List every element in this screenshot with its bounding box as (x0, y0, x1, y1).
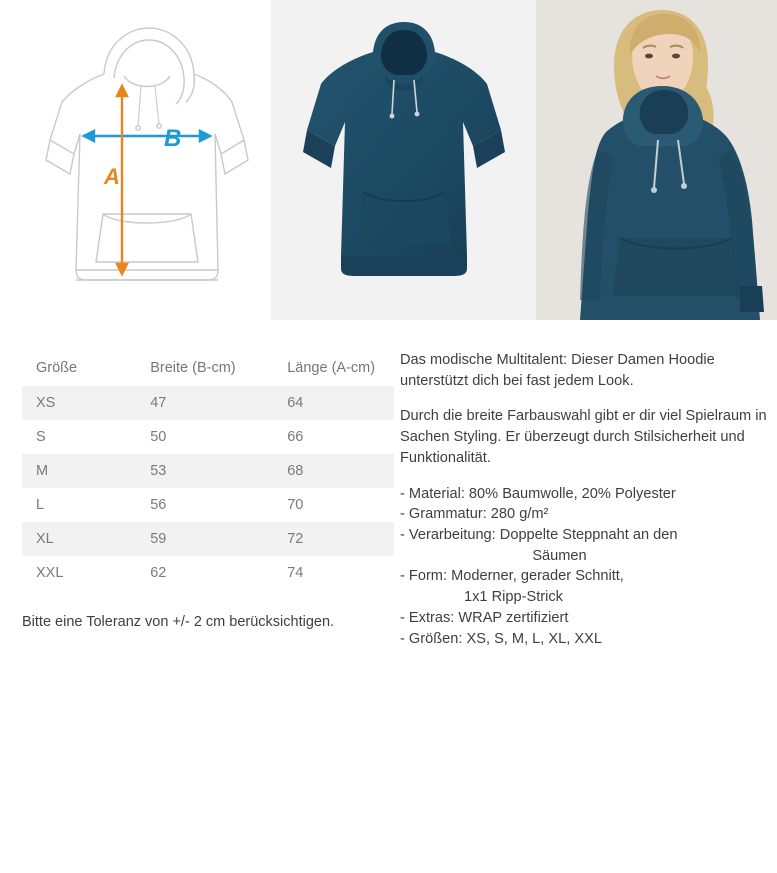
cell-width: 56 (150, 497, 167, 513)
cell-length: 64 (273, 386, 394, 420)
table-row (22, 522, 394, 556)
cell-size: XXL (36, 565, 64, 581)
cell-size: XL (22, 522, 136, 556)
product-flat-image (271, 0, 536, 320)
product-image-strip (0, 0, 777, 320)
cell-length: 74 (287, 565, 304, 581)
cell-size: L (36, 497, 45, 513)
cell-size: M (22, 454, 136, 488)
length-label-A: A (104, 164, 120, 189)
product-model-image (536, 0, 777, 320)
spec-material: - Material: 80% Baumwolle, 20% Polyester (400, 485, 676, 502)
spec-form-cont: 1x1 Ripp-Strick (464, 589, 563, 606)
table-row (22, 556, 394, 590)
description-paragraph-1: Das modische Multitalent: Dieser Damen Hoodie unterstützt dich bei fast jedem Look. (400, 352, 715, 389)
size-chart-column (0, 320, 400, 649)
cell-width: 53 (136, 454, 273, 488)
cell-width: 47 (136, 386, 273, 420)
cell-length: 70 (287, 497, 304, 513)
description-column (400, 320, 777, 649)
description-paragraph-2: Durch die breite Farbauswahl gibt er dir viel Spielraum in Sachen Styling. Er überzeugt durch Stilsicherheit und Funktionalität. (400, 408, 767, 466)
column-header-size: Größe (22, 350, 136, 386)
spec-weight: - Grammatur: 280 g/m² (400, 506, 549, 523)
product-details-section (0, 320, 777, 649)
width-measure-arrow (84, 131, 210, 141)
spec-form: - Form: Moderner, gerader Schnitt, (400, 568, 624, 585)
cell-size: S (36, 429, 46, 445)
column-header-length: Länge (A-cm) (273, 350, 394, 386)
table-row (22, 488, 394, 522)
product-description (400, 350, 767, 649)
column-header-width: Breite (B-cm) (136, 350, 273, 386)
table-row (22, 454, 394, 488)
cell-width: 62 (150, 565, 167, 581)
cell-width: 59 (136, 522, 273, 556)
table-header-row (22, 350, 394, 386)
cell-width: 50 (150, 429, 167, 445)
technical-drawing-image (0, 0, 271, 320)
hoodie-flat-svg (301, 18, 507, 304)
size-table (22, 350, 394, 590)
model-wearing-hoodie-svg (536, 0, 777, 320)
hoodie-technical-drawing-svg (18, 14, 258, 306)
cell-length: 66 (287, 429, 304, 445)
cell-length: 72 (273, 522, 394, 556)
spec-extras: - Extras: WRAP zertifiziert (400, 609, 569, 626)
cell-length: 68 (273, 454, 394, 488)
width-label-B: B (164, 125, 182, 152)
spec-processing: - Verarbeitung: Doppelte Steppnaht an den (400, 527, 678, 544)
spec-sizes: - Größen: XS, S, M, L, XL, XXL (400, 630, 602, 647)
table-row (22, 420, 394, 454)
table-row (22, 386, 394, 420)
cell-size: XS (22, 386, 136, 420)
spec-processing-cont: Säumen (532, 547, 587, 564)
tolerance-note: Bitte eine Toleranz von +/- 2 cm berücksichtigen. (22, 614, 335, 630)
